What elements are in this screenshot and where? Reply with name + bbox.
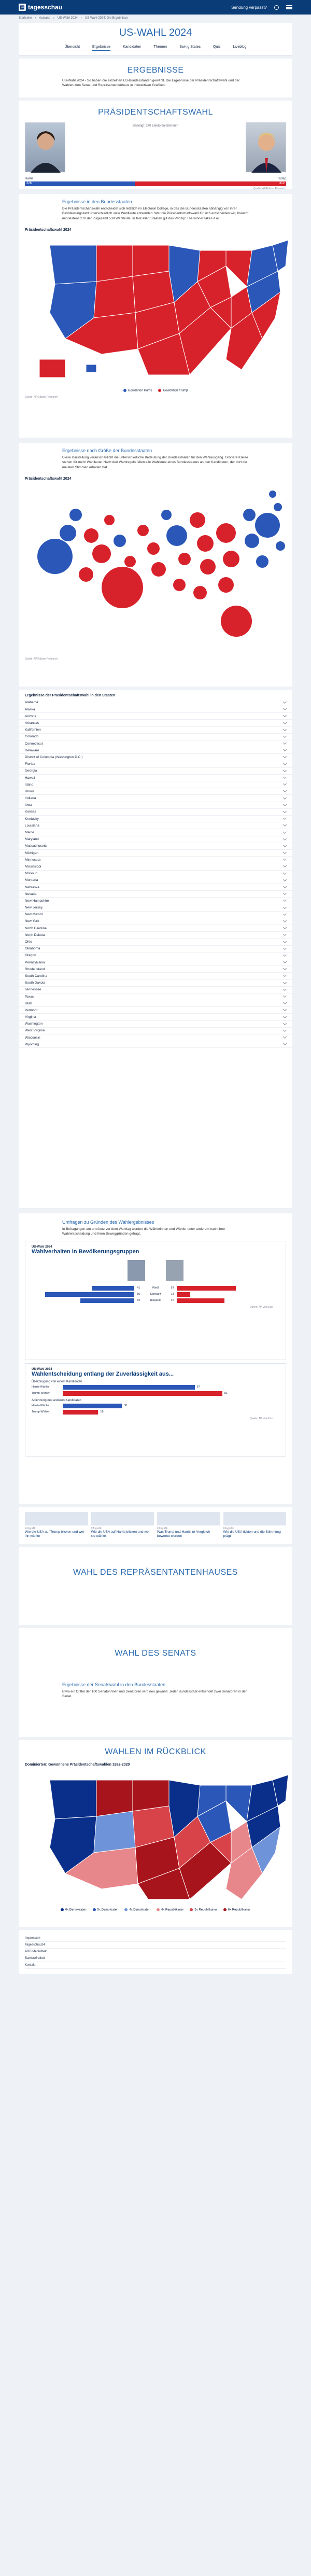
state-row[interactable] — [19, 980, 292, 987]
history-panel — [19, 1740, 292, 1927]
state-row[interactable] — [19, 734, 292, 740]
chevron-down-icon — [283, 823, 287, 827]
state-name: New Hampshire — [25, 899, 49, 903]
chevron-down-icon — [283, 727, 287, 731]
state-row[interactable] — [19, 788, 292, 795]
history-map-title: Dominierten: Gewonnene Präsidentschaftswahlen 1992-2020 — [25, 1762, 130, 1767]
state-name: South Carolina — [25, 974, 47, 978]
chevron-down-icon — [283, 926, 287, 929]
history-map[interactable] — [19, 1770, 292, 1905]
chevron-down-icon — [283, 905, 287, 909]
map-section-text: Die Präsidentschaftswahl entscheidet sich letztlich im Electoral College, in das die Bundesstaaten abhängig von ihrer Bevölkerungszahl unterschiedlich viele Wahlleute entsenden. Wer die Präsidentschaftswahl für sich entscheiden will, braucht mindestens 270 der insgesamt 538 Wahlleute. In fast allen Staaten gilt das Prinzip: The winner takes it all. — [62, 206, 249, 220]
state-row[interactable] — [19, 706, 292, 713]
bubble-chart-panel — [19, 443, 292, 687]
chevron-down-icon — [283, 878, 287, 881]
page-title: US-WAHL 2024 — [119, 27, 192, 38]
legend-item: 6x Demokraten — [61, 1908, 87, 1912]
map-title: Präsidentschaftswahl 2024 — [25, 228, 72, 232]
demographic-row — [32, 1286, 279, 1291]
top-navigation — [0, 0, 311, 15]
chevron-down-icon — [283, 816, 287, 820]
chevron-down-icon — [283, 700, 287, 704]
footer-link[interactable]: Tagesschau24 — [25, 1942, 286, 1949]
state-row[interactable] — [19, 843, 292, 850]
demographic-row — [32, 1292, 279, 1297]
state-row[interactable] — [19, 959, 292, 966]
chevron-down-icon — [283, 748, 287, 751]
state-row[interactable] — [19, 1007, 292, 1014]
state-name: Nebraska — [25, 885, 39, 889]
chevron-down-icon — [283, 857, 287, 861]
chevron-down-icon — [283, 775, 287, 779]
harris-share-bar — [45, 1292, 134, 1297]
chevron-down-icon — [283, 768, 287, 772]
trump-share-value: 13 — [171, 1293, 174, 1296]
state-name: Minnesota — [25, 858, 40, 862]
trump-photo — [246, 122, 286, 172]
tab-themen[interactable]: Themen — [153, 45, 167, 49]
card1-harris-thumb — [128, 1260, 145, 1281]
teaser-thumbnail — [91, 1512, 154, 1525]
chevron-down-icon — [283, 844, 287, 847]
state-name: New Jersey — [25, 906, 43, 910]
harris-label: Harris — [25, 177, 33, 180]
state-row[interactable] — [19, 904, 292, 911]
reason-row — [32, 1385, 279, 1390]
state-name: Indiana — [25, 796, 36, 801]
electoral-vote-bar — [25, 181, 286, 186]
exitpoll-panel — [19, 1213, 292, 1504]
state-name: North Dakota — [25, 933, 45, 937]
state-name: Mississippi — [25, 864, 41, 869]
legend-item: 6x Republikaner — [223, 1908, 250, 1912]
trump-share-bar — [177, 1286, 236, 1291]
state-row[interactable] — [19, 966, 292, 973]
breadcrumb-item[interactable]: US-Wahl 2024 — [58, 17, 78, 20]
state-name: New York — [25, 919, 39, 923]
state-row[interactable] — [19, 781, 292, 788]
chevron-down-icon — [283, 782, 287, 786]
chevron-down-icon — [283, 1042, 287, 1045]
state-row[interactable] — [19, 816, 292, 822]
reason-row — [32, 1391, 279, 1396]
state-row[interactable] — [19, 1034, 292, 1041]
map-source: Quelle: AP/Edison Research — [25, 395, 58, 399]
state-row[interactable] — [19, 877, 292, 884]
bubble-section-title: Ergebnisse nach Größe der Bundesstaaten — [62, 447, 152, 453]
state-row[interactable] — [19, 898, 292, 904]
state-name: Florida — [25, 762, 35, 766]
state-row[interactable] — [19, 925, 292, 932]
senate-text: Etwa ein Drittel der 100 Senatorinnen und Senatoren wird neu gewählt. Jeder Bundesstaat entsendet zwei Senatoren in den Senat. — [62, 1689, 248, 1699]
reason-value: 67 — [196, 1385, 200, 1389]
state-name: Montana — [25, 878, 38, 883]
state-row[interactable] — [19, 857, 292, 863]
voter-group-label: Harris-Wähler — [32, 1385, 49, 1389]
state-row[interactable] — [19, 761, 292, 768]
page-header — [19, 23, 292, 55]
state-row[interactable] — [19, 740, 292, 747]
chevron-down-icon — [283, 796, 287, 800]
presidential-heading: PRÄSIDENTSCHAFTSWAHL — [98, 107, 213, 117]
demographic-row — [32, 1298, 279, 1303]
footer-link[interactable]: Barrierefreiheit — [25, 1955, 286, 1962]
state-row[interactable] — [19, 775, 292, 781]
breadcrumb-item[interactable]: Ausland — [39, 17, 51, 20]
results-intro — [19, 59, 292, 97]
state-name: Iowa — [25, 803, 32, 807]
chevron-down-icon — [283, 1015, 287, 1018]
state-name: Louisiana — [25, 823, 39, 828]
state-name: Rhode Island — [25, 967, 45, 971]
teaser-card[interactable]: Infografik Was Trump und Harris im Vergleich bewertet werden — [157, 1512, 220, 1539]
state-map-panel — [19, 194, 292, 438]
map-section-title: Ergebnisse in den Bundesstaaten — [62, 199, 132, 204]
chevron-down-icon — [283, 741, 287, 745]
exitpoll-text: In Befragungen am und kurz vor dem Wahltag wurden die Wählerinnen und Wähler unter anderem nach ihrer Wahlentscheidung und ihren Beweggründen gefragt. — [62, 1227, 225, 1236]
search-icon[interactable] — [274, 5, 279, 10]
house-panel — [19, 1547, 292, 1625]
reason-card — [25, 1363, 286, 1457]
state-row[interactable] — [19, 863, 292, 870]
chevron-down-icon — [283, 754, 287, 758]
harris-share-bar — [92, 1286, 134, 1291]
state-name: Vermont — [25, 1008, 38, 1012]
bubble-cartogram[interactable] — [19, 484, 292, 655]
chevron-down-icon — [283, 919, 287, 922]
legend-item: 5x Demokraten — [93, 1908, 119, 1912]
reason-value: 18 — [100, 1410, 104, 1414]
trump-share-value: 57 — [171, 1286, 174, 1290]
state-row[interactable] — [19, 1000, 292, 1007]
state-name: West Virginia — [25, 1029, 45, 1033]
chevron-down-icon — [283, 939, 287, 943]
state-row[interactable] — [19, 747, 292, 754]
state-row[interactable] — [19, 699, 292, 706]
tab-uebersicht[interactable]: Übersicht — [64, 45, 80, 49]
map-legend — [19, 387, 292, 395]
chevron-down-icon — [283, 837, 287, 841]
state-row[interactable] — [19, 1028, 292, 1034]
teaser-card[interactable]: Infografik Wie die USA auf Trump blicken und wer ihn wählte — [25, 1512, 88, 1539]
state-row[interactable] — [19, 713, 292, 720]
card2-title: Wahlentscheidung entlang der Zuverlässigkeit aus... — [32, 1370, 174, 1377]
harris-portrait-icon — [25, 123, 66, 173]
state-accordion — [19, 699, 292, 1048]
chevron-down-icon — [283, 973, 287, 977]
tab-liveblog[interactable]: Liveblog — [233, 45, 247, 49]
card2-kicker: US-Wahl 2024 — [32, 1367, 52, 1371]
card2-group1: Überzeugung von einem Kandidaten — [32, 1380, 82, 1383]
exitpoll-title: Umfragen zu Gründen des Wahlergebnisses — [62, 1219, 154, 1225]
footer — [19, 1930, 292, 1974]
trump-portrait-icon — [246, 123, 287, 173]
card1-kicker: US-Wahl 2024 — [32, 1245, 52, 1249]
state-row[interactable] — [19, 809, 292, 816]
chevron-down-icon — [283, 891, 287, 895]
state-row[interactable] — [19, 912, 292, 918]
us-results-map[interactable] — [19, 235, 292, 385]
state-row[interactable] — [19, 987, 292, 993]
group-label: Schwarz — [150, 1293, 161, 1296]
chevron-down-icon — [283, 1021, 287, 1025]
reason-bar — [63, 1404, 122, 1408]
harris-share-value: 52 — [137, 1299, 140, 1303]
breadcrumb: Startseite › Ausland › US-Wahl 2024 › US-Wahl 2024: Die Ergebnisse — [19, 17, 128, 20]
state-row[interactable] — [19, 727, 292, 734]
trump-votes-bar: 312 — [135, 181, 286, 186]
reason-value: 30 — [124, 1404, 128, 1408]
state-row[interactable] — [19, 939, 292, 945]
state-name: New Mexico — [25, 913, 44, 917]
trump-share-bar — [177, 1292, 190, 1297]
reason-row — [32, 1404, 279, 1408]
chevron-down-icon — [283, 1028, 287, 1032]
legend-item: 5x Republikaner — [190, 1908, 217, 1912]
house-heading: WAHL DES REPRÄSENTANTENHAUSES — [73, 1567, 238, 1577]
state-row[interactable] — [19, 822, 292, 829]
state-row[interactable] — [19, 1014, 292, 1020]
state-name: Idaho — [25, 782, 34, 787]
state-name: North Carolina — [25, 926, 47, 930]
state-name: Arizona — [25, 714, 37, 718]
history-heading: WAHLEN IM RÜCKBLICK — [105, 1747, 206, 1756]
results-heading: ERGEBNISSE — [127, 66, 184, 75]
state-name: Maine — [25, 831, 34, 834]
chevron-down-icon — [283, 885, 287, 888]
state-row[interactable] — [19, 973, 292, 979]
legend-harris: Gewonnen Harris — [123, 389, 152, 393]
state-name: Connecticut — [25, 741, 43, 746]
chevron-down-icon — [283, 960, 287, 963]
demographics-card — [25, 1241, 286, 1360]
breadcrumb-item: US-Wahl 2024: Die Ergebnisse — [84, 17, 128, 20]
state-row[interactable] — [19, 829, 292, 836]
chevron-down-icon — [283, 1007, 287, 1011]
voter-group-label: Trump-Wähler — [32, 1392, 50, 1395]
state-row[interactable] — [19, 946, 292, 953]
chevron-down-icon — [283, 946, 287, 950]
logo-icon: ▤ — [19, 4, 26, 11]
tab-swing-states[interactable]: Swing States — [179, 45, 201, 49]
voter-group-label: Trump-Wähler — [32, 1410, 50, 1414]
card2-bars-a — [32, 1385, 279, 1396]
state-row[interactable] — [19, 891, 292, 898]
chevron-down-icon — [283, 762, 287, 765]
state-name: Georgia — [25, 769, 37, 773]
state-row[interactable] — [19, 993, 292, 1000]
state-row[interactable] — [19, 850, 292, 857]
state-name: Washington — [25, 1022, 43, 1026]
bubble-chart-title: Präsidentschaftswahl 2024 — [25, 477, 72, 481]
teaser-thumbnail — [223, 1512, 287, 1525]
sendung-verpasst-link[interactable]: Sendung verpasst? — [231, 5, 267, 10]
state-name: Kalifornien — [25, 728, 41, 732]
state-name: Alabama — [25, 701, 38, 705]
tab-quiz[interactable]: Quiz — [213, 45, 221, 49]
state-name: Colorado — [25, 735, 39, 739]
state-name: Virginia — [25, 1015, 36, 1019]
majority-needed: Benötigt: 270 Elektoren-Stimmen — [132, 124, 179, 128]
state-name: Arkansas — [25, 721, 39, 725]
reason-bar — [63, 1385, 195, 1390]
chevron-down-icon — [283, 898, 287, 902]
senate-heading: WAHL DES SENATS — [115, 1648, 196, 1658]
state-name: Tennessee — [25, 988, 41, 992]
chevron-down-icon — [283, 720, 287, 724]
card1-trump-thumb — [166, 1260, 183, 1281]
bubble-section-text: Diese Darstellung veranschaulicht die unterschiedliche Bedeutung der Bundesstaaten für den Wahlausgang. Größere Kreise stehen für mehr Wahlleute. Nach den Wahlregeln fallen alle Wahlleute eines Bundesstaates an den Kandidaten, der dort die meisten Stimmen erhalten hat. — [62, 455, 248, 469]
card2-bars-b — [32, 1404, 279, 1415]
state-row[interactable] — [19, 836, 292, 843]
card1-source: Quelle: AP VoteCast — [249, 1305, 273, 1309]
state-results-list — [19, 690, 292, 1208]
state-name: Delaware — [25, 748, 39, 752]
state-name: Massachusetts — [25, 844, 48, 848]
chevron-down-icon — [283, 830, 287, 833]
tab-kandidaten[interactable]: Kandidaten — [123, 45, 142, 49]
state-name: Oklahoma — [25, 947, 40, 951]
trump-share-value: 46 — [171, 1299, 174, 1303]
chevron-down-icon — [283, 734, 287, 738]
footer-link[interactable]: ARD Mediathek — [25, 1949, 286, 1955]
legend-item: 4x Republikaner — [157, 1908, 183, 1912]
results-intro-text: US-Wahl 2024 - So haben die einzelnen US-Bundesstaaten gewählt. Die Ergebnisse der Präsidentschaftswahl und der Wahlen zum Senat und Repräsentantenhaus in interaktiven Grafiken. — [62, 79, 240, 88]
state-row[interactable] — [19, 953, 292, 959]
card1-title: Wahlverhalten in Bevölkerungsgruppen — [32, 1248, 139, 1255]
teaser-card[interactable]: Infografik Wie die USA auf Harris blicken und wer sie wählte — [91, 1512, 154, 1539]
chevron-down-icon — [283, 713, 287, 717]
state-row[interactable] — [19, 768, 292, 775]
chevron-down-icon — [283, 987, 287, 991]
footer-link[interactable]: Kontakt — [25, 1962, 286, 1969]
tab-ergebnisse[interactable]: Ergebnisse — [92, 45, 110, 51]
presidential-panel — [19, 101, 292, 189]
chevron-down-icon — [283, 912, 287, 916]
harris-share-value: 41 — [137, 1286, 140, 1290]
state-name: Maryland — [25, 837, 39, 842]
harris-share-bar — [80, 1298, 134, 1303]
chevron-down-icon — [283, 707, 287, 710]
tagesschau-logo[interactable]: ▤ tagesschau — [19, 4, 62, 11]
chevron-down-icon — [283, 809, 287, 813]
history-legend — [19, 1906, 292, 1914]
chevron-down-icon — [283, 1035, 287, 1039]
state-name: Hawaii — [25, 776, 35, 780]
state-name: Missouri — [25, 872, 38, 876]
card2-group2: Ablehnung des anderen Kandidaten — [32, 1398, 81, 1402]
state-name: Texas — [25, 995, 34, 999]
reason-bar — [63, 1410, 98, 1415]
harris-photo — [25, 122, 65, 172]
trump-share-bar — [177, 1298, 224, 1303]
state-row[interactable] — [19, 802, 292, 809]
chevron-down-icon — [283, 803, 287, 806]
state-name: Ohio — [25, 940, 32, 944]
chevron-down-icon — [283, 871, 287, 875]
state-name: Kentucky — [25, 817, 39, 821]
chevron-down-icon — [283, 981, 287, 984]
state-row[interactable] — [19, 918, 292, 925]
teaser-thumbnail — [157, 1512, 220, 1525]
reason-row — [32, 1410, 279, 1415]
state-name: South Dakota — [25, 981, 46, 985]
teaser-grid — [19, 1507, 292, 1544]
state-row[interactable] — [19, 1041, 292, 1048]
teaser-card[interactable]: Infografik Wie die USA tickten und die Stimmung prägt — [223, 1512, 287, 1539]
senate-subtitle: Ergebnisse der Senatswahl in den Bundesstaaten — [62, 1682, 166, 1687]
state-name: Wisconsin — [25, 1035, 40, 1040]
state-row[interactable] — [19, 720, 292, 726]
state-name: Michigan — [25, 851, 39, 855]
state-row[interactable] — [19, 932, 292, 939]
senate-panel — [19, 1628, 292, 1737]
state-name: Utah — [25, 1001, 32, 1005]
harris-votes-bar: 226 — [25, 181, 135, 186]
chevron-down-icon — [283, 994, 287, 998]
trump-label: Trump — [277, 177, 286, 180]
chevron-down-icon — [283, 1001, 287, 1004]
card2-source: Quelle: AP VoteCast — [249, 1417, 273, 1420]
section-tabs — [19, 43, 292, 55]
state-row[interactable] — [19, 795, 292, 802]
state-row[interactable] — [19, 754, 292, 761]
bubble-source: Quelle: AP/Edison Research — [25, 657, 58, 661]
chevron-down-icon — [283, 953, 287, 957]
state-name: Illinois — [25, 789, 35, 793]
legend-trump: Gewonnen Trump — [158, 389, 188, 393]
state-name: Wyoming — [25, 1042, 39, 1046]
chevron-down-icon — [283, 967, 287, 970]
harris-share-value: 86 — [137, 1293, 140, 1296]
chevron-down-icon — [283, 850, 287, 854]
presidential-source: Quelle: AP/Edison Research — [253, 187, 286, 190]
state-name: Nevada — [25, 892, 37, 896]
state-name: Pennsylvania — [25, 960, 45, 964]
state-row[interactable] — [19, 1021, 292, 1028]
state-row[interactable] — [19, 884, 292, 891]
chevron-down-icon — [283, 789, 287, 792]
state-name: Oregon — [25, 954, 36, 958]
reason-value: 81 — [224, 1392, 228, 1395]
voter-group-label: Harris-Wähler — [32, 1404, 49, 1408]
group-label: Weiß — [152, 1286, 159, 1290]
state-name: District of Columbia (Washington D.C.) — [25, 755, 83, 759]
chevron-down-icon — [283, 932, 287, 936]
group-label: Hispanic — [150, 1299, 161, 1303]
state-name: Alaska — [25, 707, 35, 711]
breadcrumb-item[interactable]: Startseite — [19, 17, 32, 20]
reason-bar — [63, 1391, 222, 1396]
footer-link[interactable]: Impressum — [25, 1935, 286, 1942]
teaser-thumbnail — [25, 1512, 88, 1525]
legend-item: 4x Demokraten — [124, 1908, 150, 1912]
state-list-title: Ergebnisse der Präsidentschaftswahl in den Staaten — [25, 693, 116, 697]
menu-icon[interactable] — [286, 5, 292, 9]
state-name: Kansas — [25, 810, 36, 814]
chevron-down-icon — [283, 864, 287, 867]
card1-bars — [32, 1286, 279, 1303]
state-row[interactable] — [19, 871, 292, 877]
